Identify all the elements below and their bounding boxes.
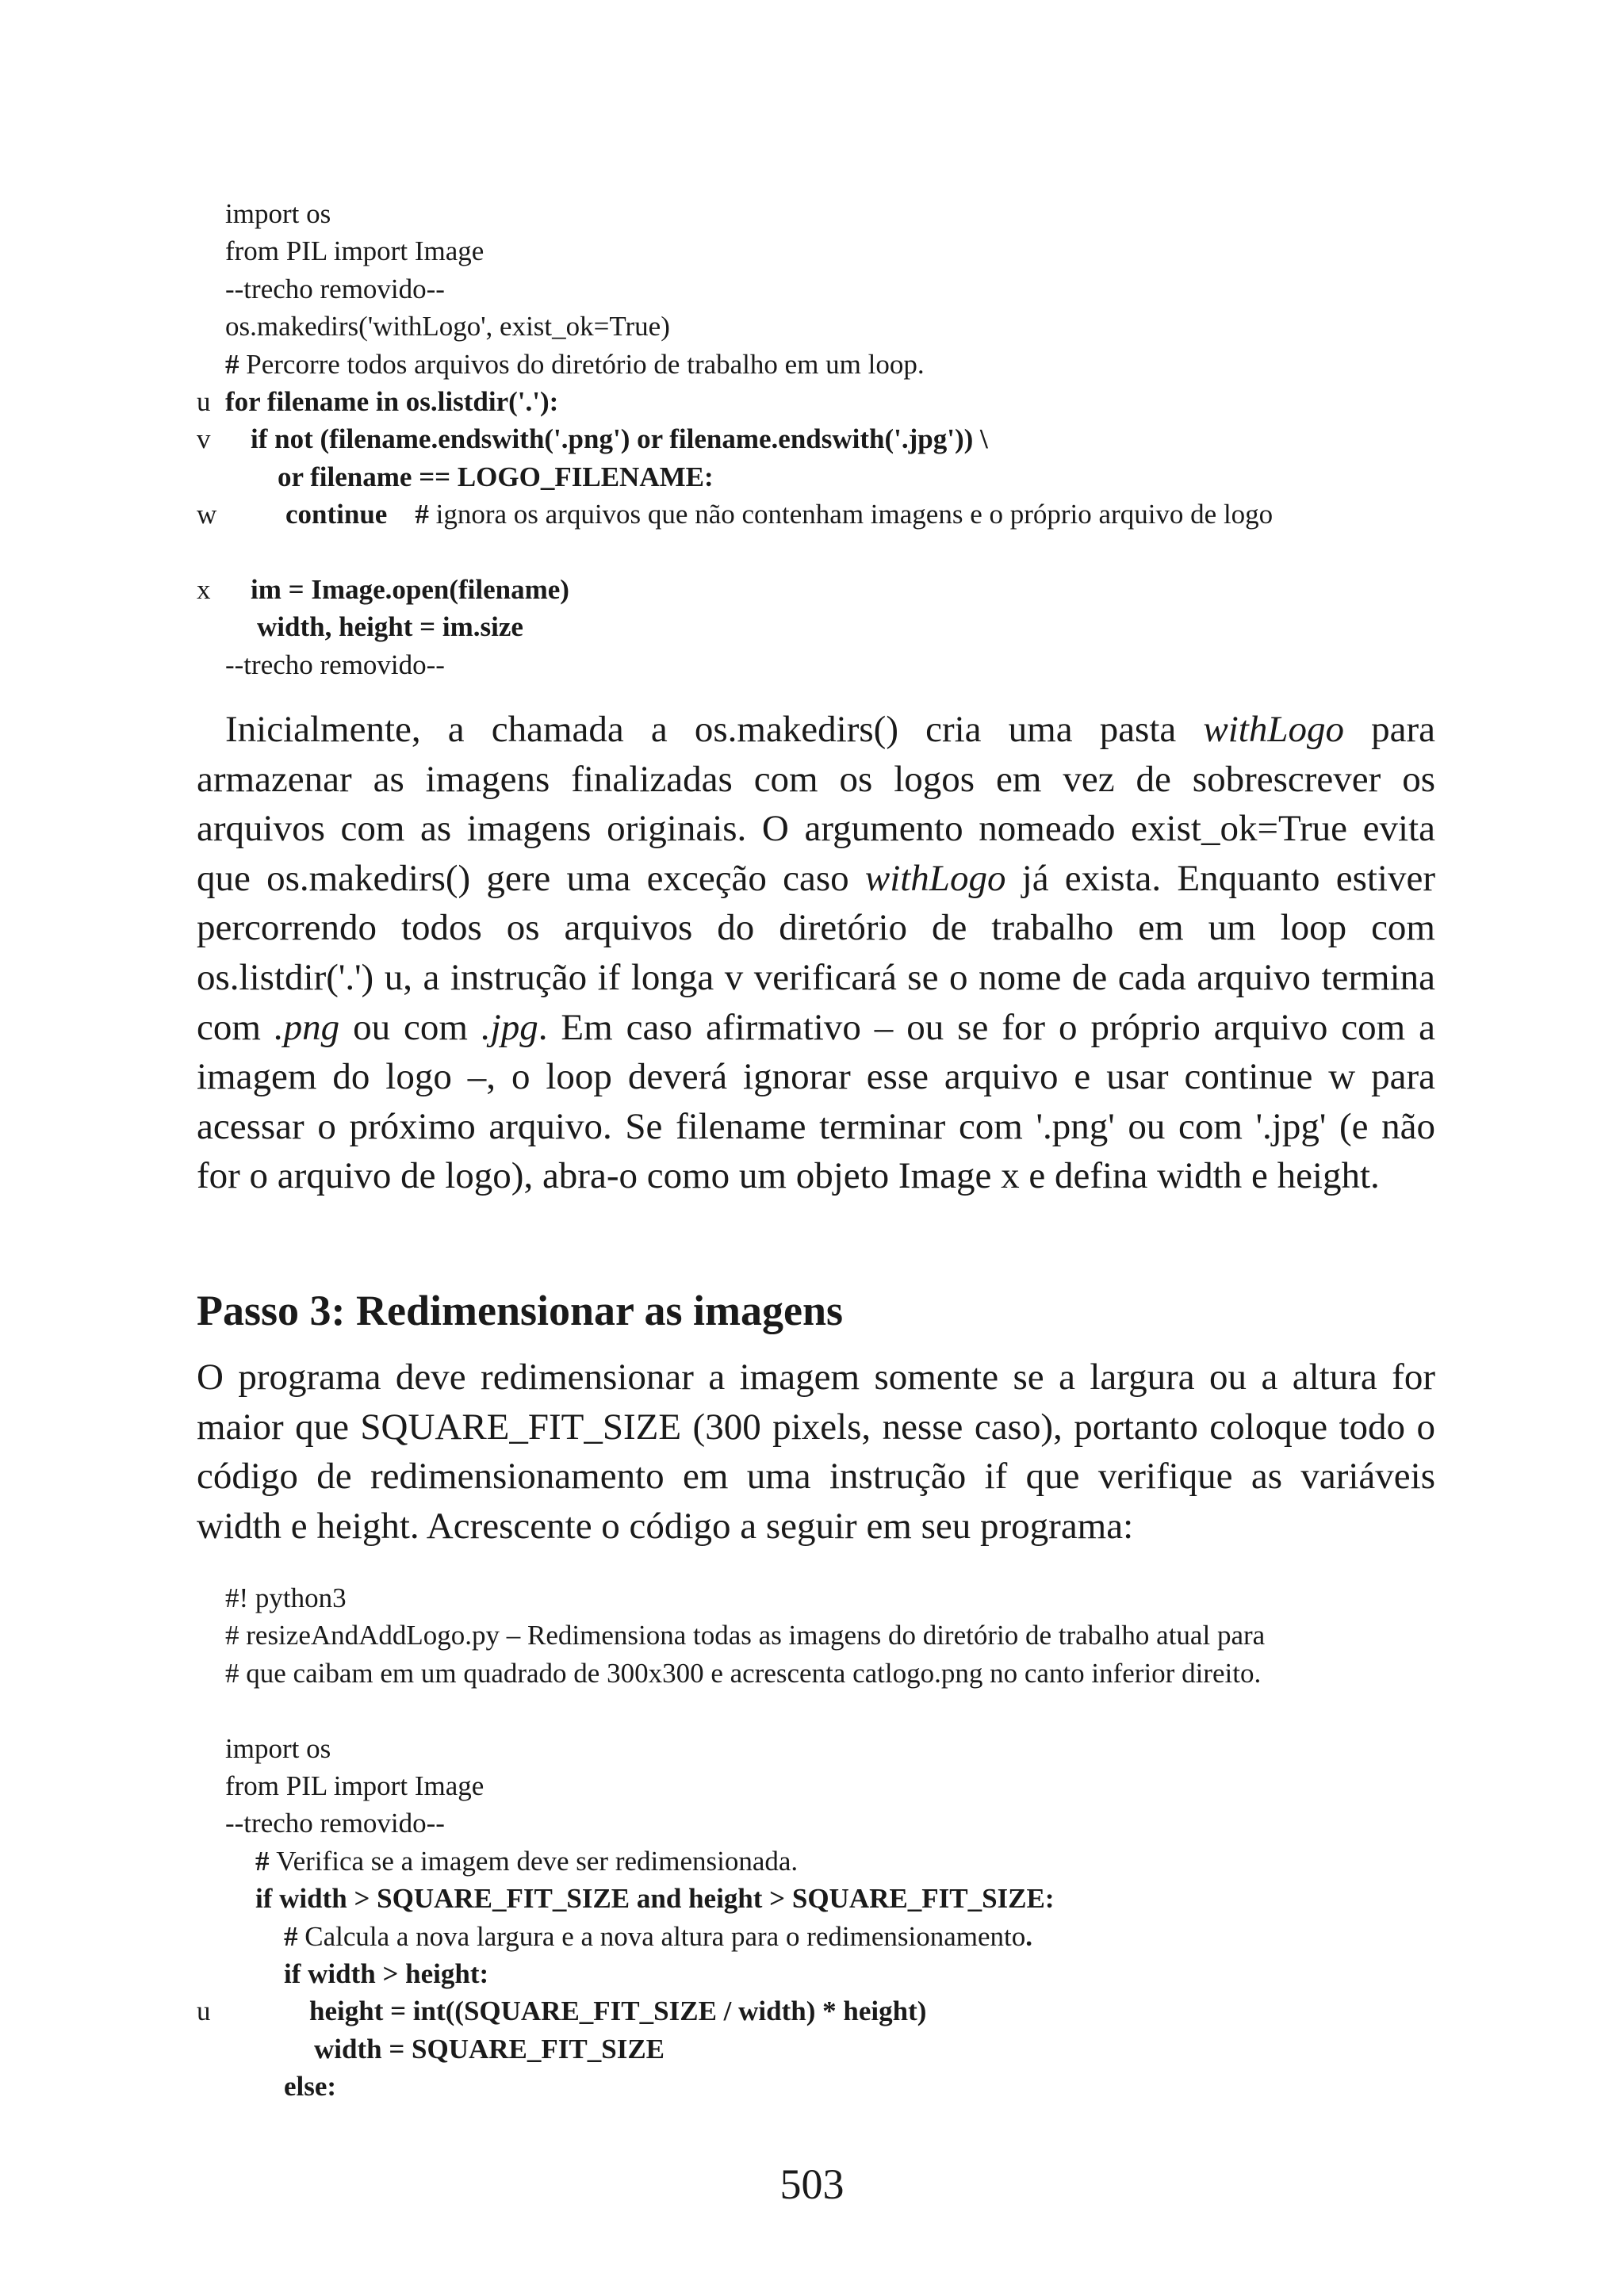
code-text: continue #: [285, 499, 436, 530]
text-segment: já exista. Enquanto estiver percorrendo todos os arquivos do diretório de trabalho em um loop com os.listdir('.') u, a instrução if longa v verificará se o nome de cada arquivo termina com: [197, 857, 1435, 1048]
code-text: im = Image.open(filename): [251, 573, 569, 605]
code-text: # resizeAndAddLogo.py – Redimensiona todas as imagens do diretório de trabalho atual para: [225, 1620, 1266, 1651]
code-text: height = int((SQUARE_FIT_SIZE / width) * height): [309, 1996, 927, 2027]
italic-text: withLogo: [1203, 709, 1344, 750]
code-text: from PIL import Image: [225, 235, 485, 267]
code-text: width, height = im.size: [257, 611, 523, 643]
explanation-paragraph: [197, 705, 1435, 1201]
line-marker: u: [197, 1996, 211, 2027]
text-segment: . Em caso afirmativo – ou se for o próprio arquivo com a imagem do logo –, o loop deverá ignorar esse arquivo e usar continue w para acessar o próximo arquivo. Se filename terminar com '.png' ou com '.jpg' (e não for o arquivo de logo), abra-o como um objeto Image x e defina width e height.: [197, 1006, 1436, 1197]
line-marker: v: [197, 423, 211, 455]
instruction-paragraph: [197, 1353, 1435, 1551]
code-text: import os: [225, 1732, 331, 1764]
paragraph-text: O programa deve redimensionar a imagem somente se a largura ou a altura for maior que SQUARE_FIT_SIZE (300 pixels, nesse caso), portanto coloque todo o código de redimensionamento em uma instrução if que verifique as variáveis width e height. Acrescente o código a seguir em seu programa:: [197, 1357, 1435, 1547]
line-marker: x: [197, 573, 211, 605]
code-text: import os: [225, 198, 331, 229]
code-text: Percorre todos arquivos do diretório de trabalho em um loop.: [246, 348, 925, 380]
code-text: for filename in os.listdir('.'):: [225, 385, 559, 417]
section-heading: Passo 3: Redimensionar as imagens: [197, 1287, 844, 1334]
text-segment: ou com: [339, 1006, 481, 1048]
code-text: #! python3: [225, 1582, 347, 1613]
code-text: Verifica se a imagem deve ser redimensionada.: [276, 1845, 799, 1877]
code-text: #: [255, 1845, 277, 1877]
text-segment: Inicialmente, a chamada a os.makedirs() cria uma pasta: [225, 709, 1204, 750]
page-number: 503: [779, 2160, 845, 2208]
code-text: --trecho removido--: [225, 273, 445, 304]
paragraph-text: [197, 705, 1435, 1201]
code-text: if width > SQUARE_FIT_SIZE and height > SQUARE_FIT_SIZE:: [255, 1883, 1055, 1915]
code-text: Calcula a nova largura e a nova altura para o redimensionamento: [304, 1920, 1026, 1952]
code-text: if not (filename.endswith('.png') or filename.endswith('.jpg')) \: [251, 423, 988, 455]
code-text: --trecho removido--: [225, 1808, 445, 1839]
italic-text: .jpg: [481, 1006, 538, 1048]
code-text: --trecho removido--: [225, 649, 445, 680]
code-text: os.makedirs('withLogo', exist_ok=True): [225, 311, 670, 342]
italic-text: .png: [274, 1006, 340, 1048]
code-text: if width > height:: [284, 1957, 489, 1989]
italic-text: withLogo: [864, 857, 1006, 899]
code-text: #: [225, 348, 247, 380]
code-text: #: [284, 1920, 305, 1952]
line-marker: w: [197, 499, 217, 530]
code-text: # que caibam em um quadrado de 300x300 e acrescenta catlogo.png no canto inferior direito.: [225, 1657, 1262, 1689]
code-text: .: [1025, 1920, 1032, 1952]
code-text: else:: [284, 2071, 337, 2103]
code-text: width = SQUARE_FIT_SIZE: [314, 2033, 665, 2064]
line-marker: u: [197, 385, 211, 417]
text-segment: para armazenar as imagens finalizadas com os logos em vez de sobrescrever os arquivos com as imagens originais. O argumento nomeado exist_ok=True evita que os.makedirs() gere uma exceção caso: [197, 709, 1435, 899]
code-text: from PIL import Image: [225, 1770, 485, 1801]
code-text: ignora os arquivos que não contenham imagens e o próprio arquivo de logo: [435, 499, 1274, 530]
code-text: or filename == LOGO_FILENAME:: [278, 461, 714, 492]
